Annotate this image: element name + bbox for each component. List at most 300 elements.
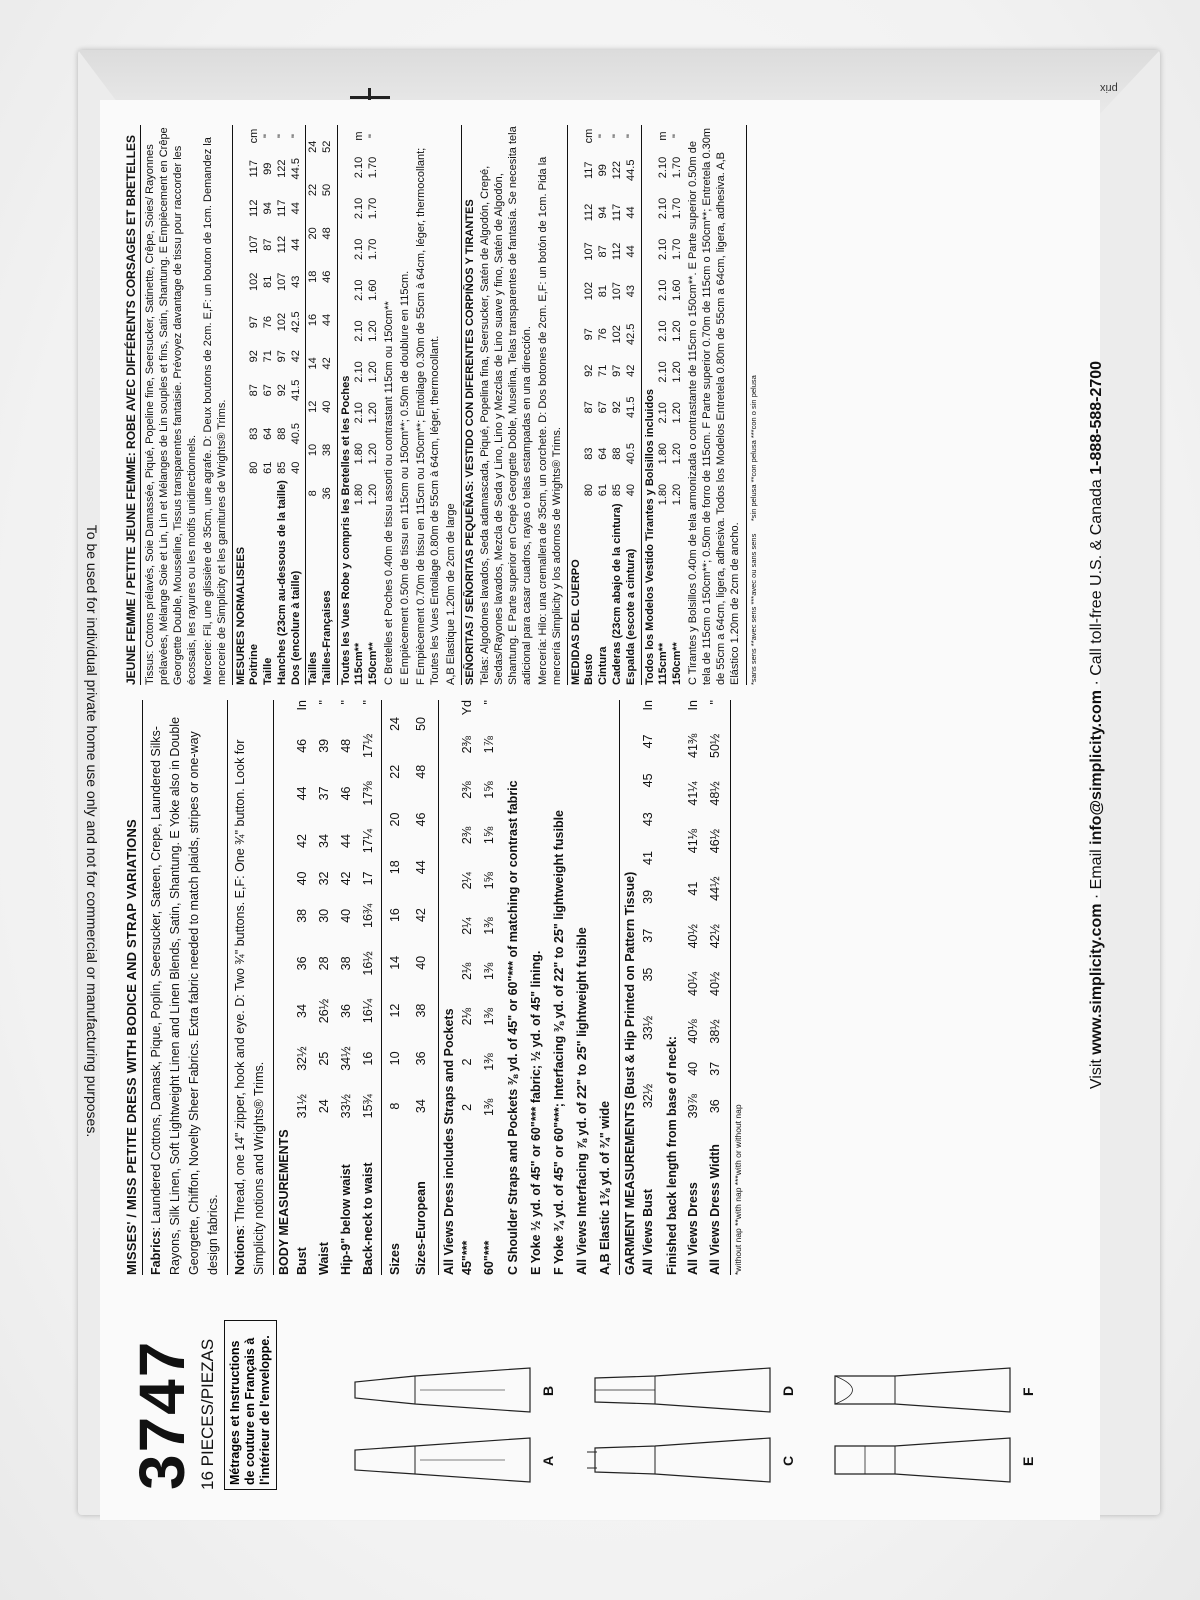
unit-cell: " [339, 700, 353, 705]
table-row [366, 125, 380, 685]
table-cell: 17½ [361, 733, 375, 758]
table-cell: 39 [317, 738, 331, 753]
table-cell: 36 [321, 487, 333, 500]
table-cell: 80 [248, 461, 260, 474]
table-cell: 99 [262, 162, 274, 175]
row-label: 115cm** [657, 642, 669, 685]
table-cell: 38½ [708, 1019, 722, 1044]
row-label: Back-neck to waist [361, 1162, 375, 1275]
table-cell: 46½ [708, 828, 722, 854]
table-cell: 43 [290, 275, 302, 288]
table-cell: 2 [460, 1103, 474, 1111]
table-cell: 41⅛ [686, 828, 700, 854]
table-cell: 76 [262, 315, 274, 329]
table-row [357, 700, 379, 1275]
table-cell: 42 [339, 871, 353, 886]
table-cell: 99 [597, 164, 609, 177]
table-cell: 16¼ [361, 998, 375, 1024]
table-cell: 40 [339, 908, 353, 923]
table-cell: 83 [248, 427, 260, 440]
table-cell: 94 [262, 202, 274, 215]
table-cell: 1.20 [367, 402, 379, 424]
table-cell: 1.80 [657, 483, 669, 506]
unit-cell: " [611, 134, 623, 138]
table-cell: 92 [248, 350, 260, 363]
table-cell: 15¾ [361, 1094, 375, 1119]
table-row [261, 125, 275, 685]
table-cell: 33½ [641, 1015, 655, 1041]
phone-number: 1-888-588-2700 [1088, 360, 1105, 475]
row-label: 115cm** [353, 642, 365, 685]
dress-icon [585, 1360, 775, 1420]
pieces-count: 16 PIECES/PIEZAS [198, 1338, 217, 1490]
table-cell: 36 [414, 1051, 428, 1066]
unit-cell: " [625, 134, 637, 138]
table-cell: 20 [307, 227, 319, 240]
fr-ab-line: A,B Elastique 1.20m de 2cm de large [445, 503, 457, 685]
fabrics-text: : Laundered Cottons, Damask, Pique, Poplin, Seersucker, Sateen, Crepe, Laundered Silks-Rayons, Silk Linen, Soft Lightweight Linen and Linen Blends, Satin, Shantung. E Yoke also in Double Georgette, Chiffon, Novelty Sheer Fabrics. Extra fabric needed to match plaids, stripes or one-way design fabrics. [149, 716, 220, 1275]
view-letter: E [1020, 1456, 1036, 1466]
view-b-sketch [345, 1360, 560, 1420]
view-c-sketch [585, 1430, 800, 1490]
pattern-number: 3747 [126, 1339, 198, 1490]
table-row [275, 125, 289, 685]
notions-paragraph [227, 700, 269, 1275]
figure-column [126, 1290, 1070, 1490]
table-cell: 38 [295, 908, 309, 923]
row-label: Poitrine [248, 644, 260, 685]
table-cell: 1⅝ [482, 872, 496, 890]
table-cell: 52 [321, 140, 333, 153]
table-cell: 16 [307, 313, 319, 327]
table-cell: 10 [307, 443, 319, 457]
row-label: Sizes-European [414, 1181, 428, 1275]
spanish-title: SEÑORITAS / SEÑORITAS PEQUEÑAS: VESTIDO CON DIFERENTES CORPIÑOS Y TIRANTES [461, 125, 476, 685]
table-cell: 28 [317, 956, 331, 971]
table-cell: 34 [414, 1099, 428, 1114]
envelope-back-sheet [100, 100, 1105, 1520]
finished-length-line: Finished back length from base of neck: [665, 1036, 679, 1275]
table-cell: 122 [276, 159, 288, 178]
table-cell: 83 [583, 447, 595, 460]
table-cell: 117 [583, 161, 595, 180]
table-cell: 41.5 [625, 396, 637, 418]
unit-cell: " [276, 134, 288, 138]
table-cell: 48½ [708, 781, 722, 806]
view-letter: F [1020, 1387, 1036, 1396]
table-cell: 88 [611, 447, 623, 460]
table-cell: 1⅜ [482, 962, 496, 981]
table-cell: 85 [611, 484, 623, 497]
table-cell: 38 [414, 1003, 428, 1018]
table-cell: 16½ [361, 951, 375, 976]
usage-disclaimer-text: To be used for individual private home use only and not for commercial or manufacturing purposes. [84, 524, 100, 1138]
fr-f-line: F Empiècement 0.70m de tissu en 115cm ou 150cm**; Entoilage 0.30m de 55cm à 64cm, léger, thermocollant; Toutes les Vues Entoilage 0.80m de 55cm à 64cm, léger, thermocollant. [415, 147, 441, 685]
table-cell: 18 [388, 860, 402, 875]
nap-footnote: *without nap **with nap ***with or without nap [730, 700, 743, 1275]
unit-cell: In [295, 700, 309, 711]
view-f-sketch [825, 1360, 1040, 1420]
row-label: Espalda (escote a cintura) [625, 548, 637, 685]
garment-length-table [682, 700, 726, 1275]
table-cell: 2.10 [353, 156, 365, 179]
table-cell: 37 [317, 786, 331, 801]
table-row [382, 700, 408, 1275]
table-cell: 1.20 [671, 320, 683, 342]
table-cell: 102 [276, 312, 288, 332]
table-row [313, 700, 335, 1275]
table-cell: 22 [388, 764, 402, 779]
table-cell: 71 [262, 350, 274, 363]
table-cell: 44.5 [290, 158, 302, 180]
table-cell: 2¼ [460, 917, 474, 935]
nap-footnotes-fr-es [746, 125, 758, 685]
unit-cell: " [482, 700, 496, 705]
table-cell: 2 [460, 1058, 474, 1066]
table-cell: 42½ [708, 924, 722, 949]
table-row [656, 125, 670, 685]
table-cell: 40 [625, 484, 637, 497]
table-cell: 107 [611, 282, 623, 301]
table-cell: 2⅜ [460, 781, 474, 799]
table-cell: 122 [611, 161, 623, 180]
table-cell: 87 [597, 245, 609, 258]
row-label: All Views Dress Width [708, 1144, 722, 1275]
table-cell: 1⅜ [482, 1053, 496, 1071]
english-column [124, 700, 1074, 1275]
view-d-sketch [585, 1360, 800, 1420]
table-cell: 42 [414, 908, 428, 923]
c-straps-line: C Shoulder Straps and Pockets ⅜ yd. of 45" or 60"*** of matching or contrast fabric [506, 780, 520, 1275]
table-cell: 41⅜ [686, 733, 700, 758]
garment-bust-table [637, 700, 659, 1275]
mercerie-paragraph: Mercerie: Fil, une glissière de 35cm, une agrafe. D: Deux boutons de 2cm. E,F: un bouton de 1cm. Demandez la mercerie de Simplicity et les garnitures de Wrights® Trims. [202, 137, 228, 685]
table-cell: 40 [414, 955, 428, 970]
table-cell: 1.20 [671, 483, 683, 506]
french-title: JEUNE FEMME / PETITE JEUNE FEMME: ROBE AVEC DIFFÉRENTS CORSAGES ET BRETELLES [124, 125, 141, 685]
table-cell: 43 [641, 812, 655, 827]
row-label: Sizes [388, 1243, 402, 1275]
table-cell: 44.5 [625, 159, 637, 181]
table-cell: 24 [307, 140, 319, 153]
table-cell: 16¾ [361, 903, 375, 928]
table-cell: 42 [290, 350, 302, 363]
table-cell: 40⅛ [686, 1019, 700, 1044]
table-cell: 44 [414, 860, 428, 875]
table-cell: 41 [641, 851, 655, 865]
mesures-table [247, 125, 303, 685]
table-cell: 1.70 [671, 197, 683, 220]
table-cell: 87 [248, 384, 260, 397]
table-cell: 14 [307, 357, 319, 370]
dress-icon [585, 1430, 775, 1490]
unit-cell: Yd [460, 700, 474, 716]
table-cell: 39 [641, 889, 655, 904]
email-link[interactable]: info@simplicity.com [1088, 689, 1105, 845]
unit-cell: m [353, 131, 365, 141]
view-a-sketch [345, 1430, 560, 1490]
table-cell: 88 [276, 427, 288, 440]
unit-cell: In [641, 700, 655, 711]
note-fr: *sans sens **avec sens ***avec ou sans sens [749, 533, 758, 685]
table-row [247, 125, 261, 685]
f-yoke-line: F Yoke ¾ yd. of 45" or 60"***; Interfacing ⅜ yd. of 22" to 25" lightweight fusible [552, 809, 566, 1275]
table-cell: 40 [686, 1061, 700, 1076]
table-cell: 32½ [295, 1046, 309, 1071]
table-cell: 41.5 [290, 379, 302, 401]
vues-table [352, 125, 380, 685]
table-cell: 2.10 [353, 279, 365, 301]
table-cell: 117 [248, 159, 260, 178]
row-label: 60"*** [482, 1240, 496, 1275]
table-cell: 1.70 [367, 197, 379, 220]
unit-cell: " [262, 134, 274, 138]
body-measurements-heading: BODY MEASUREMENTS [273, 700, 291, 1275]
table-cell: 76 [597, 328, 609, 341]
table-cell: 38 [321, 443, 333, 457]
table-cell: 36 [708, 1099, 722, 1114]
table-cell: 8 [388, 1102, 402, 1110]
table-cell: 44 [625, 245, 637, 258]
table-cell: 112 [276, 235, 288, 254]
french-spanish-column [124, 125, 1074, 685]
table-cell: 1.70 [671, 156, 683, 179]
table-row [408, 700, 434, 1275]
table-cell: 1.20 [367, 361, 379, 383]
table-cell: 32½ [641, 1083, 655, 1109]
table-cell: 107 [248, 235, 260, 254]
table-row [596, 125, 610, 685]
tissus-paragraph: Tissus: Cotons prélavés, Soie Damassée, Piqué, Popeline fine, Seersucker, Satinette, Crêpe, Soies/ Rayonnes prélavées, Mélange Soie et Lin, Lin et Mélanges de Lin souples et fins, Satin, Shantung. E Empiècement en Crêpe Georgette Double, Mousseline, Tissus transparentes fantaisie. Prévoyez davantage de tissu pour raccorder les écossais, les rayures ou les motifs unidirectionnels. [144, 127, 198, 685]
table-cell: 24 [388, 716, 402, 731]
table-cell: 1.20 [671, 402, 683, 424]
table-cell: 48 [414, 764, 428, 779]
table-cell: 50 [414, 716, 428, 731]
table-cell: 14 [388, 955, 402, 970]
table-cell: 1.80 [353, 483, 365, 506]
row-label: Cintura [597, 646, 609, 685]
table-row [456, 700, 478, 1275]
table-cell: 61 [262, 461, 274, 474]
yardage-table [456, 700, 500, 1275]
table-cell: 46 [339, 786, 353, 801]
table-cell: 2¼ [460, 872, 474, 890]
merceria-paragraph: Mercería: Hilo: una cremallera de 35cm, un corchete. D: Dos botones de 2cm. E,F: un botón de 1cm. Pida la mercería Simplicity y los adornos de Wrights® Trims. [537, 156, 563, 685]
table-row [624, 125, 638, 685]
table-cell: 2.10 [353, 320, 365, 342]
english-title: MISSES' / MISS PETITE DRESS WITH BODICE AND STRAP VARIATIONS [124, 700, 143, 1275]
table-cell: 87 [262, 238, 274, 251]
table-cell: 71 [597, 364, 609, 377]
table-cell: 25 [317, 1051, 331, 1066]
row-label: Waist [317, 1242, 331, 1275]
table-cell: 64 [262, 427, 274, 440]
table-cell: 12 [388, 1003, 402, 1018]
table-cell: 42.5 [625, 323, 637, 345]
table-cell: 36 [295, 956, 309, 971]
table-cell: 85 [276, 461, 288, 474]
table-cell: 2.10 [353, 402, 365, 424]
table-cell: 48 [321, 227, 333, 240]
table-cell: 1.70 [367, 238, 379, 261]
notions-text: : Thread, one 14" zipper, hook and eye. D: Two ¾" buttons. E,F: One ¾" button. Look for Simplicity notions and Wrights® Trims. [233, 739, 266, 1275]
row-label: All Views Bust [641, 1189, 655, 1275]
table-cell: 67 [262, 384, 274, 397]
row-label: All Views Dress [686, 1182, 700, 1275]
footer-call: · Call toll-free U.S. & Canada [1088, 474, 1105, 690]
e-yoke-line: E Yoke ½ yd. of 45" or 60"*** fabric; ½ yd. of 45" lining. [529, 950, 543, 1275]
table-cell: 42.5 [290, 311, 302, 333]
table-cell: 37 [708, 1061, 722, 1076]
table-cell: 40 [290, 461, 302, 474]
table-cell: 34 [295, 1004, 309, 1018]
dress-icon [345, 1360, 535, 1420]
view-letter: B [540, 1385, 556, 1396]
fabrics-label: Fabrics [149, 1230, 163, 1275]
table-cell: 46 [414, 812, 428, 827]
table-row [610, 125, 624, 685]
table-cell: 2⅛ [460, 962, 474, 981]
view-letter: D [780, 1385, 796, 1396]
row-label: Dos (encolure à taille) [290, 570, 302, 685]
table-cell: 46 [295, 738, 309, 753]
table-cell: 45 [641, 773, 655, 788]
unit-cell: cm [583, 128, 595, 144]
view-e-sketch [825, 1430, 1040, 1490]
table-cell: 34 [317, 834, 331, 848]
table-cell: 44 [321, 313, 333, 327]
table-cell: 8 [307, 490, 319, 497]
table-cell: 10 [388, 1051, 402, 1066]
table-cell: 33½ [339, 1094, 353, 1119]
table-cell: 37 [641, 928, 655, 943]
table-row [352, 125, 366, 685]
table-cell: 44 [290, 202, 302, 215]
table-cell: 44 [295, 786, 309, 801]
table-cell: 1⅜ [482, 1098, 496, 1117]
dress-icon [825, 1430, 1015, 1490]
table-cell: 40 [295, 871, 309, 886]
table-row [306, 125, 320, 685]
table-cell: 1.80 [353, 442, 365, 465]
prix-text: prix [1100, 82, 1118, 94]
table-cell: 42 [625, 364, 637, 377]
tailles-table [306, 125, 334, 685]
table-cell: 40 [321, 400, 333, 413]
table-cell: 64 [597, 447, 609, 460]
table-cell: 40½ [686, 924, 700, 949]
table-cell: 40½ [708, 971, 722, 996]
table-cell: 1⅜ [482, 917, 496, 935]
body-measurements-table [291, 700, 379, 1275]
table-cell: 2.10 [353, 238, 365, 261]
table-cell: 61 [597, 484, 609, 497]
table-cell: 1⅝ [482, 781, 496, 799]
table-cell: 17¼ [361, 828, 375, 854]
table-cell: 34½ [339, 1046, 353, 1071]
table-cell: 40¼ [686, 971, 700, 996]
table-cell: 18 [307, 270, 319, 283]
table-cell: 1.70 [367, 156, 379, 179]
table-cell: 81 [262, 275, 274, 288]
table-cell: 16 [361, 1051, 375, 1066]
table-cell: 2.10 [353, 361, 365, 383]
table-cell: 117 [276, 199, 288, 218]
table-cell: 35 [641, 967, 655, 982]
table-cell: 97 [583, 328, 595, 341]
table-cell: 50½ [708, 733, 722, 758]
table-cell: 22 [307, 183, 319, 197]
table-cell: 107 [276, 272, 288, 291]
table-cell: 102 [248, 272, 260, 291]
sizes-table [382, 700, 434, 1275]
table-cell: 42 [321, 357, 333, 370]
fr-c-line: C Bretelles et Poches 0.40m de tissu assorti ou contrastant 115cm ou 150cm** [383, 301, 395, 685]
table-cell: 1.20 [671, 442, 683, 465]
view-letter: C [780, 1455, 796, 1466]
table-row [670, 125, 684, 685]
website-link[interactable]: www.simplicity.com [1088, 903, 1105, 1055]
table-cell: 2⅜ [460, 736, 474, 754]
table-cell: 36 [339, 1004, 353, 1018]
table-cell: 102 [611, 325, 623, 344]
row-label: Tailles [307, 651, 319, 685]
table-cell: 40.5 [290, 422, 302, 445]
table-cell: 2.10 [657, 197, 669, 220]
row-label: Hip-9" below waist [339, 1164, 353, 1275]
unit-cell: " [290, 134, 302, 138]
table-cell: 20 [388, 812, 402, 827]
fr-e-line: E Empiècement 0.50m de tissu en 115cm ou 150cm**; 0.50m de doublure en 115cm. [399, 270, 411, 685]
contact-footer [1088, 175, 1106, 1275]
unit-cell: In [686, 700, 700, 711]
unit-cell: m [657, 131, 669, 141]
row-label: Tailles-Françaises [321, 590, 333, 685]
telas-paragraph: Telas: Algodones lavados, Seda adamascada, Piqué, Popelina fina, Seersucker, Satén de Algodón, Crepé, Sedas/Rayones lavados, Mezcla de Seda y Lino, Lino y Mezclas de Lino suave y fino, Satén de Algodón, Shantung. E Parte superior en Crepé Georgette Doble, Muselina, Telas transparentes de fantasía. Se necesita tela adicional para casar cuadros, rayas o telas estampadas en una dirección. [479, 126, 533, 685]
table-cell: 43 [625, 285, 637, 298]
row-label: 45"*** [460, 1240, 474, 1275]
unit-cell: cm [248, 128, 260, 144]
note-es: *sin pelusa **con pelusa ***con o sin pelusa [749, 375, 758, 522]
view-sketches [345, 1290, 1065, 1490]
table-cell: 2⅛ [460, 1007, 474, 1026]
table-cell: 1.70 [671, 238, 683, 261]
table-row [637, 700, 659, 1275]
table-cell: 1⅜ [482, 1007, 496, 1026]
table-cell: 80 [583, 484, 595, 497]
table-cell: 30 [317, 908, 331, 923]
table-cell: 41 [686, 881, 700, 896]
table-cell: 67 [597, 401, 609, 414]
unit-cell: " [367, 134, 379, 138]
table-cell: 2.10 [657, 156, 669, 179]
table-cell: 1.80 [657, 442, 669, 465]
table-cell: 2.10 [657, 402, 669, 424]
table-cell: 1.20 [367, 483, 379, 506]
row-label: Busto [583, 653, 595, 685]
table-row [478, 700, 500, 1275]
table-cell: 112 [611, 242, 623, 261]
table-cell: 1.60 [671, 279, 683, 301]
table-cell: 87 [583, 401, 595, 414]
unit-cell: " [361, 700, 375, 705]
table-row [291, 700, 313, 1275]
table-cell: 1.60 [367, 279, 379, 301]
table-cell: 97 [248, 315, 260, 329]
table-cell: 2.10 [353, 197, 365, 220]
table-row [289, 125, 303, 685]
unit-cell: " [671, 134, 683, 138]
